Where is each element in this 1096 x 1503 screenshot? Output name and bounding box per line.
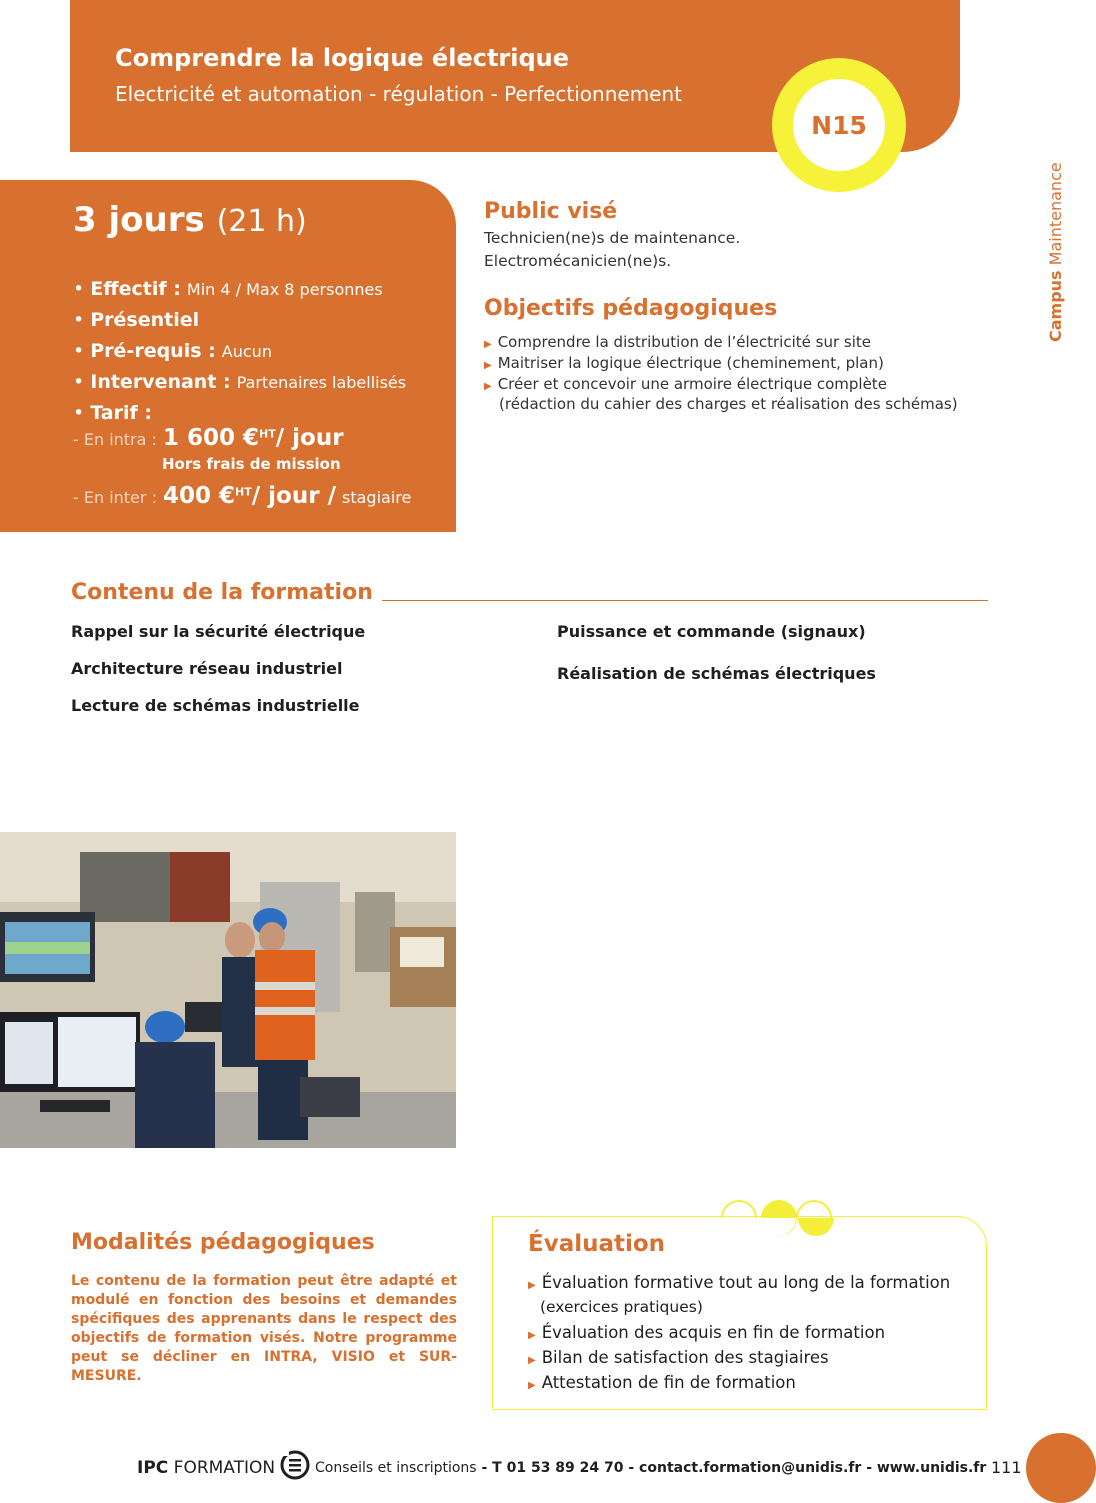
content-item: Architecture réseau industriel bbox=[71, 659, 343, 678]
effectif-label: Effectif : bbox=[90, 278, 181, 300]
prerequis-value: Aucun bbox=[221, 342, 272, 361]
duration-hours: (21 h) bbox=[216, 204, 307, 239]
intra-label: - En intra : bbox=[73, 430, 157, 449]
tarif-row: • Tarif : bbox=[73, 402, 152, 424]
objectif-item bbox=[484, 375, 887, 393]
public-heading: Public visé bbox=[484, 199, 618, 224]
inter-per: stagiaire bbox=[342, 488, 412, 507]
intra-note: Hors frais de mission bbox=[162, 455, 341, 473]
presentiel-row: • Présentiel bbox=[73, 309, 200, 331]
contact-logo-icon bbox=[279, 1448, 311, 1482]
inter-row bbox=[73, 483, 411, 509]
bullet-triangle-icon: ▶ bbox=[484, 360, 492, 371]
footer-contact bbox=[315, 1460, 986, 1476]
page-subtitle: Electricité et automation - régulation - Perfectionnement bbox=[115, 82, 682, 106]
effectif-value: Min 4 / Max 8 personnes bbox=[186, 280, 383, 299]
evaluation-item bbox=[528, 1348, 829, 1367]
evaluation-text: Bilan de satisfaction des stagiaires bbox=[541, 1348, 829, 1367]
content-item: Réalisation de schémas électriques bbox=[557, 664, 876, 683]
bullet-triangle-icon: ▶ bbox=[528, 1280, 536, 1291]
evaluation-item bbox=[528, 1323, 885, 1342]
public-line: Electromécanicien(ne)s. bbox=[484, 252, 672, 270]
intervenant-row: • Intervenant : Partenaires labellisés bbox=[73, 371, 407, 393]
contact-prefix: Conseils et inscriptions bbox=[315, 1460, 477, 1476]
intra-price: 1 600 € bbox=[162, 425, 260, 451]
bullet-triangle-icon: ▶ bbox=[484, 339, 492, 350]
brand-formation: FORMATION bbox=[168, 1458, 276, 1478]
inter-price: 400 € bbox=[163, 483, 236, 509]
footer-brand bbox=[137, 1458, 275, 1478]
objectif-text: Comprendre la distribution de l’électricité sur site bbox=[497, 333, 871, 351]
content-item: Puissance et commande (signaux) bbox=[557, 622, 866, 641]
duration bbox=[73, 200, 307, 240]
intra-ht: HT bbox=[259, 427, 276, 441]
prerequis-label: Pré-requis : bbox=[90, 340, 216, 362]
evaluation-item bbox=[528, 1273, 950, 1292]
intervenant-label: Intervenant : bbox=[90, 371, 231, 393]
side-label-maintenance: Maintenance bbox=[1046, 162, 1065, 266]
objectif-item bbox=[484, 333, 871, 351]
inter-unit: / jour / bbox=[251, 483, 336, 509]
evaluation-text: Attestation de fin de formation bbox=[541, 1373, 796, 1392]
side-section-label bbox=[1046, 162, 1065, 342]
contact-details: - T 01 53 89 24 70 - contact.formation@unidis.fr - www.unidis.fr bbox=[476, 1460, 987, 1476]
content-item: Lecture de schémas industrielle bbox=[71, 696, 360, 715]
prerequis-row: • Pré-requis : Aucun bbox=[73, 340, 272, 362]
evaluation-text: Évaluation formative tout au long de la formation bbox=[541, 1273, 951, 1292]
page-number: 111 bbox=[991, 1458, 1022, 1477]
objectif-text: Maitriser la logique électrique (cheminement, plan) bbox=[497, 354, 884, 372]
section-divider bbox=[382, 600, 988, 601]
intra-unit: / jour bbox=[275, 425, 344, 451]
modalites-text: Le contenu de la formation peut être adapté et modulé en fonction des besoins et demandes spécifiques des apprenants dans le respect des objectifs de formation visés. Notre programme peut se décliner en INTRA, VISIO et SUR-MESURE. bbox=[71, 1273, 457, 1384]
bullet-triangle-icon: ▶ bbox=[484, 381, 492, 392]
objectif-item bbox=[484, 354, 884, 372]
intervenant-value: Partenaires labellisés bbox=[236, 373, 407, 392]
intra-row bbox=[73, 425, 344, 451]
public-line: Technicien(ne)s de maintenance. bbox=[484, 229, 741, 247]
objectifs-heading: Objectifs pédagogiques bbox=[484, 296, 778, 321]
evaluation-item bbox=[528, 1373, 796, 1392]
evaluation-continuation: (exercices pratiques) bbox=[540, 1298, 703, 1316]
course-code-badge: N15 bbox=[793, 79, 885, 171]
inter-label: - En inter : bbox=[73, 488, 157, 507]
brand-ipc: IPC bbox=[137, 1458, 169, 1478]
objectif-text: Créer et concevoir une armoire électrique complète bbox=[497, 375, 887, 393]
objectif-continuation: (rédaction du cahier des charges et réalisation des schémas) bbox=[499, 395, 958, 413]
content-item: Rappel sur la sécurité électrique bbox=[71, 622, 366, 641]
effectif-row: • Effectif : Min 4 / Max 8 personnes bbox=[73, 278, 383, 300]
presentiel-label: Présentiel bbox=[90, 309, 200, 331]
bullet-triangle-icon: ▶ bbox=[528, 1355, 536, 1366]
tarif-label: Tarif : bbox=[90, 402, 152, 424]
duration-days: 3 jours bbox=[73, 200, 205, 240]
bullet-triangle-icon: ▶ bbox=[528, 1330, 536, 1341]
page-corner-tab bbox=[1026, 1433, 1096, 1503]
side-label-campus: Campus bbox=[1046, 270, 1065, 342]
contenu-heading: Contenu de la formation bbox=[71, 580, 373, 605]
control-room-photo bbox=[0, 832, 456, 1148]
bullet-triangle-icon: ▶ bbox=[528, 1380, 536, 1391]
page-title: Comprendre la logique électrique bbox=[115, 44, 570, 72]
inter-ht: HT bbox=[235, 485, 252, 499]
evaluation-text: Évaluation des acquis en fin de formation bbox=[541, 1323, 886, 1342]
evaluation-heading: Évaluation bbox=[528, 1231, 666, 1257]
photo-illustration bbox=[0, 832, 456, 1148]
modalites-heading: Modalités pédagogiques bbox=[71, 1230, 375, 1255]
